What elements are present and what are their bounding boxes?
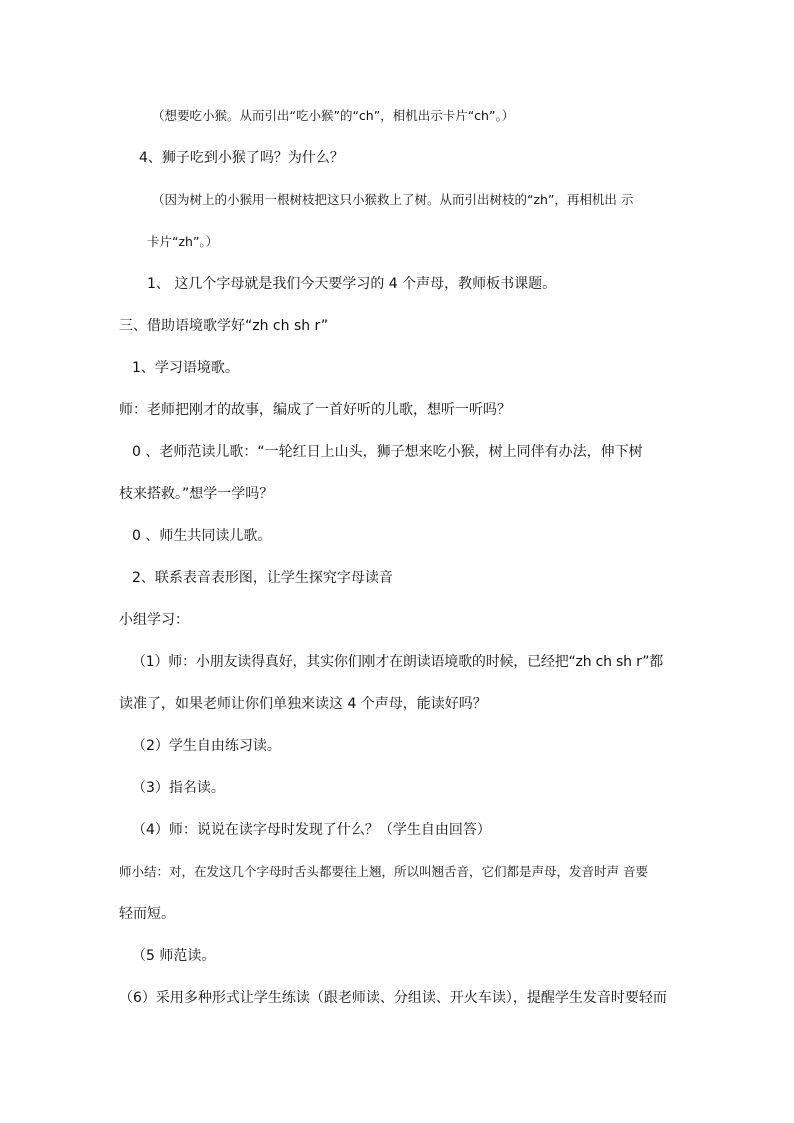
paragraph-line: 0 、老师范读儿歌：“一轮红日上山头，狮子想来吃小猴，树上同伴有办法，伸下树 [132, 444, 643, 460]
subheading: 1、学习语境歌。 [132, 360, 239, 376]
paragraph-line: （6）采用多种形式让学生练读（跟老师读、分组读、开火车读），提醒学生发音时要轻而 [119, 990, 667, 1006]
paragraph-line: （4）师：说说在读字母时发现了什么？（学生自由回答） [132, 822, 491, 838]
paragraph-line: （想要吃小猴。从而引出“吃小猴”的“ch”，相机出示卡片“ch”。） [152, 108, 515, 123]
paragraph-line: （1）师：小朋友读得真好，其实你们刚才在朗读语境歌的时候，已经把“zh ch sh r”都 [132, 654, 664, 670]
paragraph-line: 小组学习： [119, 612, 189, 628]
paragraph-line: 轻而短。 [119, 906, 175, 922]
paragraph-line: （2）学生自由练习读。 [132, 738, 281, 754]
paragraph-line: 读准了，如果老师让你们单独来读这 4 个声母，能读好吗？ [119, 696, 487, 712]
paragraph-line: 0 、师生共同读儿歌。 [132, 528, 272, 544]
paragraph-line: 1、 这几个字母就是我们今天要学习的 4 个声母，教师板书课题。 [147, 276, 557, 292]
section-heading: 三、借助语境歌学好“zh ch sh r” [119, 318, 329, 334]
paragraph-line: 卡片“zh”。） [147, 234, 219, 249]
paragraph-line: （因为树上的小猴用一根树枝把这只小猴救上了树。从而引出树枝的“zh”，再相机出 示 [152, 192, 634, 207]
paragraph-line: 枝来搭救。”想学一学吗？ [119, 486, 274, 502]
paragraph-line: （3）指名读。 [132, 780, 225, 796]
subheading: 2、联系表音表形图，让学生探究字母读音 [132, 570, 393, 586]
paragraph-line: 师：老师把刚才的故事，编成了一首好听的儿歌，想听一听吗？ [119, 402, 511, 418]
question-heading: 4、狮子吃到小猴了吗？为什么？ [139, 150, 344, 166]
paragraph-line: 师小结：对，在发这几个字母时舌头都要往上翘，所以叫翘舌音，它们都是声母，发音时声 音要 [119, 864, 648, 879]
paragraph-line: （5 师范读。 [132, 948, 216, 964]
